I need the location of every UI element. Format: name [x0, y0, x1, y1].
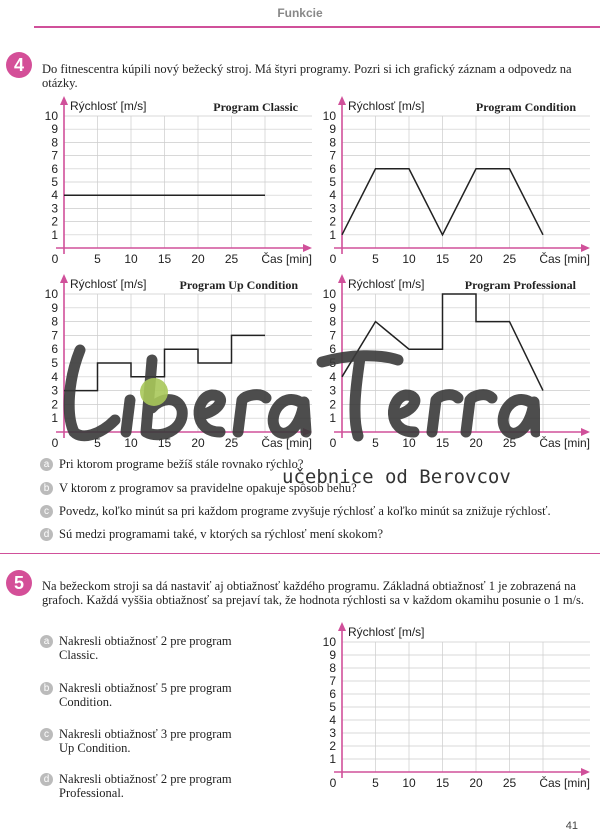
- chart-3-ytick-label: 5: [329, 356, 336, 370]
- chart-0-ytick-label: 5: [51, 175, 58, 189]
- task-5-item-b: [40, 681, 260, 709]
- chart-0-ytick-label: 3: [51, 201, 58, 216]
- chart-4-ytick-label: 10: [322, 635, 336, 649]
- chart-3-ytick-label: 3: [329, 383, 336, 398]
- chart-1-title: Program Condition: [475, 100, 576, 114]
- chart-2-xtick-label: 20: [191, 436, 205, 450]
- task-5-item-c-text: Nakresli obtiažnosť 3 pre program Up Condition.: [59, 727, 232, 755]
- chart-2-ytick-label: 2: [51, 397, 58, 412]
- chart-0-ytick-label: 4: [51, 188, 58, 203]
- chart-3-ylabel: Rýchlosť [m/s]: [348, 277, 425, 291]
- chart-3-ytick-label: 9: [329, 300, 336, 315]
- chart-4-xtick-label: 10: [402, 776, 416, 790]
- chart-0-xtick-label: 20: [191, 252, 205, 266]
- chart-1-xtick-label: 5: [372, 252, 379, 266]
- chart-0-ytick-label: 10: [44, 109, 58, 123]
- chart-2-ytick-label: 9: [51, 300, 58, 315]
- question-b-text: V ktorom z programov sa pravidelne opakuje spôsob behu?: [59, 481, 357, 495]
- chart-1-ytick-label: 2: [329, 214, 336, 229]
- chart-4-xtick-label: 15: [435, 776, 450, 790]
- task-4-text: Do fitnescentra kúpili nový bežecký stroj. Má štyri programy. Pozri si ich grafický záznam a odpovedz na otázky.: [42, 62, 572, 90]
- chart-0-ytick-label: 1: [51, 227, 58, 242]
- chart-1-ytick-label: 10: [322, 109, 336, 123]
- chart-4-ytick-label: 2: [329, 739, 336, 753]
- task-5-item-d: [40, 772, 260, 800]
- chart-3-ytick-label: 7: [329, 328, 336, 343]
- chart-1-ytick-label: 8: [329, 135, 336, 150]
- chart-1-ylabel: Rýchlosť [m/s]: [348, 99, 425, 113]
- chart-1-ytick-label: 6: [329, 161, 336, 176]
- chart-0-xtick-label: 5: [94, 252, 101, 266]
- question-c-text: Povedz, koľko minút sa pri každom programe zvyšuje rýchlosť a koľko minút sa znižuje rýchlosť.: [59, 504, 551, 518]
- chart-2-ytick-label: 3: [51, 383, 58, 398]
- chart-4-ytick-label: 8: [329, 661, 336, 675]
- chart-2-ytick-label: 5: [51, 356, 58, 370]
- chart-2-xtick-label: 25: [224, 436, 239, 450]
- chart-1-ytick-label: 5: [329, 175, 336, 189]
- chart-0-xtick-label: 0: [51, 252, 59, 266]
- chart-1-ytick-label: 3: [329, 201, 336, 216]
- watermark-logo: [60, 340, 540, 450]
- chart-4-ytick-label: 9: [329, 648, 336, 662]
- chart-0-x-arrow: [303, 244, 312, 252]
- chart-0-ytick-label: 6: [51, 161, 58, 176]
- chart-0-xtick-label: 25: [224, 252, 239, 266]
- task-5-text: Na bežeckom stroji sa dá nastaviť aj obtiažnosť každého programu. Základná obtiažnosť 1 je zobrazená na grafoch. Každá vyššia obtiažnosť sa prejaví tak, že hodnota rýchlosti sa v každom okamihu posunie o 1 m/s.: [42, 579, 585, 607]
- chart-1-xtick-label: 20: [469, 252, 483, 266]
- chart-2-xtick-label: 0: [51, 436, 59, 450]
- chart-3-xtick-label: 0: [329, 436, 337, 450]
- chart-4-xtick-label: 5: [372, 776, 379, 790]
- chart-1-ytick-label: 9: [329, 122, 336, 137]
- chart-0-ytick-label: 9: [51, 122, 58, 137]
- chart-0-y-arrow: [60, 96, 68, 105]
- chart-0-ytick-label: 7: [51, 148, 58, 163]
- chart-4-ytick-label: 1: [329, 752, 336, 766]
- chart-4-y-arrow: [338, 622, 346, 631]
- chart-3-ytick-label: 1: [329, 411, 336, 426]
- question-a-text: Pri ktorom programe bežíš stále rovnako rýchlo?: [59, 457, 304, 471]
- chapter-title: Funkcie: [277, 6, 323, 20]
- chart-3-xtick-label: 10: [402, 436, 416, 450]
- chart-4-x-arrow: [581, 768, 590, 776]
- chart-1-xtick-label: 15: [435, 252, 450, 266]
- chart-3-xtick-label: 15: [435, 436, 450, 450]
- chart-0-ytick-label: 2: [51, 214, 58, 229]
- chart-2-ytick-label: 4: [51, 369, 58, 384]
- task-5-item-d-letter: d: [40, 773, 53, 786]
- watermark-subtitle: učebnice od Berovcov: [282, 466, 511, 488]
- task-5-badge: 5: [6, 570, 32, 596]
- chart-2-ylabel: Rýchlosť [m/s]: [70, 277, 147, 291]
- chart-1-x-arrow: [581, 244, 590, 252]
- chart-3-xtick-label: 25: [502, 436, 517, 450]
- chart-0-xlabel: Čas [min]: [261, 252, 312, 266]
- task-4-badge: 4: [6, 52, 32, 78]
- question-c-letter: c: [40, 505, 53, 518]
- task-5-item-a: [40, 634, 260, 662]
- chart-1-y-arrow: [338, 96, 346, 105]
- chart-3-y-arrow: [338, 274, 346, 283]
- section-divider: [0, 553, 600, 554]
- chart-2-ytick-label: 6: [51, 342, 58, 357]
- question-d: [40, 527, 383, 542]
- question-c: [40, 504, 551, 519]
- task-5-item-a-letter: a: [40, 635, 53, 648]
- question-d-text: Sú medzi programami také, v ktorých sa rýchlosť mení skokom?: [59, 527, 384, 541]
- chart-2-xtick-label: 15: [157, 436, 172, 450]
- chart-0-xtick-label: 10: [124, 252, 138, 266]
- task-5-item-b-text: Nakresli obtiažnosť 5 pre program Condition.: [59, 681, 232, 709]
- chart-3-title: Program Professional: [464, 278, 576, 292]
- chart-2-xtick-label: 5: [94, 436, 101, 450]
- chart-4-xtick-label: 20: [469, 776, 483, 790]
- chart-4-ytick-label: 6: [329, 687, 336, 701]
- chart-2-y-arrow: [60, 274, 68, 283]
- chart-0-title: Program Classic: [213, 100, 298, 114]
- chart-2-title: Program Up Condition: [179, 278, 298, 292]
- chart-1-ytick-label: 1: [329, 227, 336, 242]
- chart-3-xtick-label: 5: [372, 436, 379, 450]
- chart-2-ytick-label: 7: [51, 328, 58, 343]
- chart-3-xlabel: Čas [min]: [539, 436, 590, 450]
- chart-4-xlabel: Čas [min]: [539, 776, 590, 790]
- chart-0-ytick-label: 8: [51, 135, 58, 150]
- chart-3-ytick-label: 8: [329, 314, 336, 329]
- question-d-letter: d: [40, 528, 53, 541]
- watermark-logo-text: LiberaTerra: [60, 340, 65, 341]
- chart-1-ytick-label: 4: [329, 188, 336, 203]
- chart-4-ytick-label: 4: [329, 713, 336, 727]
- chart-2-xtick-label: 10: [124, 436, 138, 450]
- chart-1-xtick-label: 0: [329, 252, 337, 266]
- chart-3-ytick-label: 6: [329, 342, 336, 357]
- chart-1-xlabel: Čas [min]: [539, 252, 590, 266]
- chart-1-xtick-label: 10: [402, 252, 416, 266]
- chart-3-ytick-label: 10: [322, 287, 336, 301]
- chart-2-ytick-label: 10: [44, 287, 58, 301]
- task-5-item-b-letter: b: [40, 682, 53, 695]
- chart-0-xtick-label: 15: [157, 252, 172, 266]
- chart-3-xtick-label: 20: [469, 436, 483, 450]
- chart-4-ylabel: Rýchlosť [m/s]: [348, 625, 425, 639]
- chart-1-ytick-label: 7: [329, 148, 336, 163]
- chart-2-ytick-label: 8: [51, 314, 58, 329]
- chart-3-x-arrow: [581, 428, 590, 436]
- task-5-item-c: [40, 727, 260, 755]
- chart-3-ytick-label: 4: [329, 369, 336, 384]
- chart-4-xtick-label: 0: [329, 776, 337, 790]
- task-5-item-a-text: Nakresli obtiažnosť 2 pre program Classic.: [59, 634, 232, 662]
- chart-4-xtick-label: 25: [502, 776, 517, 790]
- chart-2-xlabel: Čas [min]: [261, 436, 312, 450]
- chart-4-ytick-label: 3: [329, 726, 336, 740]
- chart-1-xtick-label: 25: [502, 252, 517, 266]
- chart-2-ytick-label: 1: [51, 411, 58, 426]
- chart-3-ytick-label: 2: [329, 397, 336, 412]
- chart-4-ytick-label: 5: [329, 700, 336, 714]
- question-b-letter: b: [40, 482, 53, 495]
- task-5-item-d-text: Nakresli obtiažnosť 2 pre program Professional.: [59, 772, 232, 800]
- page-number: 41: [565, 820, 578, 832]
- chart-4-ytick-label: 7: [329, 674, 336, 688]
- task-5-item-c-letter: c: [40, 728, 53, 741]
- question-a-letter: a: [40, 458, 53, 471]
- chart-0-ylabel: Rýchlosť [m/s]: [70, 99, 147, 113]
- question-a: [40, 457, 303, 472]
